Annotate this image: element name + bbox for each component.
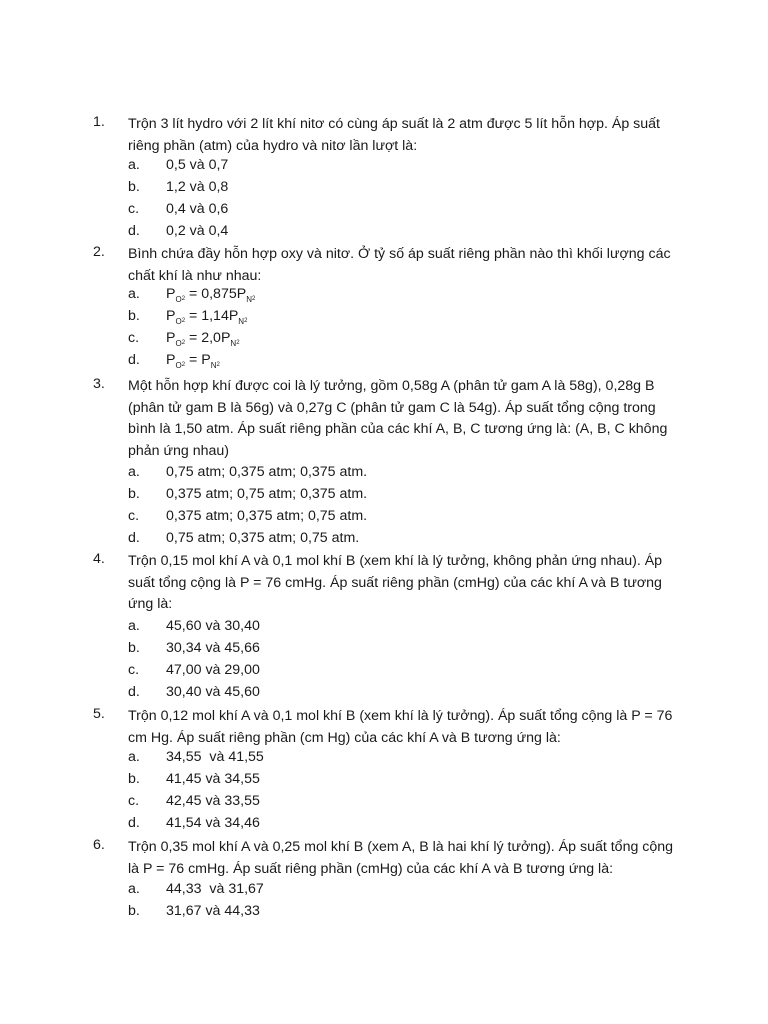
option-3c [0, 508, 768, 530]
option-text: 42,45 và 33,55 [166, 793, 260, 809]
question-text: Trộn 3 lít hydro với 2 lít khí nitơ có cùng áp suất là 2 atm được 5 lít hỗn hợp. Áp suất riêng phần (atm) của hydro và nitơ lần lượt là: [128, 116, 660, 154]
option-6a [0, 881, 768, 903]
option-letter: d. [128, 684, 140, 700]
option-letter: b. [128, 640, 140, 656]
question-number: 1. [93, 114, 105, 130]
option-5b [0, 771, 768, 793]
option-2b [0, 308, 768, 330]
option-5a [0, 749, 768, 771]
option-text: 0,375 atm; 0,75 atm; 0,375 atm. [166, 486, 368, 502]
option-letter: d. [128, 352, 140, 368]
option-text: 30,34 và 45,66 [166, 640, 260, 656]
option-letter: c. [128, 201, 140, 217]
option-letter: b. [128, 771, 140, 787]
question-number: 5. [93, 706, 105, 722]
option-1c [0, 201, 768, 223]
question-number: 2. [93, 244, 105, 260]
option-letter: b. [128, 179, 140, 195]
question-text: Một hỗn hợp khí được coi là lý tưởng, gồm 0,58g A (phân tử gam A là 58g), 0,28g B (phân tử gam B là 56g) và 0,27g C (phân tử gam C là 54g). Áp suất tổng cộng trong bình là 1,50 atm. Áp suất riêng phần của các khí A, B, C tương ứng là: (A, B, C không phản ứng nhau) [128, 378, 668, 459]
option-4d [0, 684, 768, 706]
option-text: 41,54 và 34,46 [166, 815, 260, 831]
question-text: Trộn 0,35 mol khí A và 0,25 mol khí B (xem A, B là hai khí lý tưởng). Áp suất tổng cộng là P = 76 cmHg. Áp suất riêng phần (cmHg) của các khí A và B tương ứng là: [128, 839, 674, 877]
option-letter: d. [128, 815, 140, 831]
option-text: 34,55 và 41,55 [166, 749, 264, 765]
option-3b [0, 486, 768, 508]
option-letter: a. [128, 286, 140, 302]
option-4a [0, 618, 768, 640]
option-2c [0, 330, 768, 352]
option-letter: c. [128, 330, 140, 346]
option-2d [0, 352, 768, 374]
option-letter: d. [128, 223, 140, 239]
option-2a [0, 286, 768, 308]
option-3a [0, 464, 768, 486]
option-text: 0,4 và 0,6 [166, 201, 229, 217]
option-4c [0, 662, 768, 684]
option-5c [0, 793, 768, 815]
option-letter: d. [128, 530, 140, 546]
option-text: 31,67 và 44,33 [166, 903, 260, 919]
formula: $P_O2 = 1,14P_N2$ [166, 308, 248, 326]
option-text: 0,75 atm; 0,375 atm; 0,75 atm. [166, 530, 360, 546]
option-letter: c. [128, 662, 140, 678]
option-text: 47,00 và 29,00 [166, 662, 260, 678]
option-letter: b. [128, 308, 140, 324]
option-6b [0, 903, 768, 925]
option-1b [0, 179, 768, 201]
question-number: 4. [93, 551, 105, 567]
option-letter: b. [128, 903, 140, 919]
option-5d [0, 815, 768, 837]
option-text: 0,375 atm; 0,375 atm; 0,75 atm. [166, 508, 368, 524]
formula: $P_O2 = P_N2$ [166, 352, 220, 370]
option-letter: a. [128, 749, 140, 765]
question-text: Trộn 0,15 mol khí A và 0,1 mol khí B (xem khí là lý tưởng, không phản ứng nhau). Áp suất tổng cộng là P = 76 cmHg. Áp suất riêng phần (cmHg) của các khí A và B tương ứng là: [128, 553, 663, 612]
question-number: 6. [93, 837, 105, 853]
question-text: Bình chứa đầy hỗn hợp oxy và nitơ. Ở tỷ số áp suất riêng phần nào thì khối lượng các chất khí là như nhau: [128, 246, 671, 284]
option-text: 41,45 và 34,55 [166, 771, 260, 787]
option-letter: a. [128, 157, 140, 173]
option-3d [0, 530, 768, 552]
option-letter: c. [128, 793, 140, 809]
formula: $P_O2 = 2,0P_N2$ [166, 330, 240, 348]
option-letter: c. [128, 508, 140, 524]
option-letter: a. [128, 618, 140, 634]
option-letter: a. [128, 464, 140, 480]
option-text: 1,2 và 0,8 [166, 179, 229, 195]
question-number: 3. [93, 376, 105, 392]
option-text: 44,33 và 31,67 [166, 881, 264, 897]
formula: $P_O2 = 0,875P_N2$ [166, 286, 256, 304]
option-text: 45,60 và 30,40 [166, 618, 260, 634]
option-text: 0,5 và 0,7 [166, 157, 229, 173]
option-letter: a. [128, 881, 140, 897]
option-text: 0,2 và 0,4 [166, 223, 229, 239]
option-text: 30,40 và 45,60 [166, 684, 260, 700]
question-text: Trộn 0,12 mol khí A và 0,1 mol khí B (xem khí là lý tưởng). Áp suất tổng cộng là P = 76 cm Hg. Áp suất riêng phần (cm Hg) của các khí A và B tương ứng là: [128, 708, 673, 746]
option-letter: b. [128, 486, 140, 502]
option-text: 0,75 atm; 0,375 atm; 0,375 atm. [166, 464, 368, 480]
option-1d [0, 223, 768, 245]
option-1a [0, 157, 768, 179]
option-4b [0, 640, 768, 662]
